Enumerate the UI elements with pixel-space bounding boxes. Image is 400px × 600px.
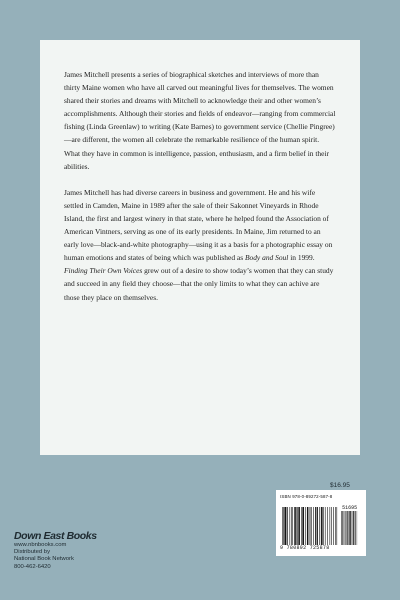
- barcode-bar: [284, 507, 285, 545]
- distributor-label: Distributed by: [14, 549, 51, 556]
- barcode-bar: [321, 507, 322, 545]
- barcode-bar: [287, 507, 288, 545]
- barcode-bar: [311, 507, 312, 545]
- barcode-bar: [316, 507, 317, 545]
- barcode-bar: [327, 507, 328, 545]
- barcode-bar: [303, 507, 304, 545]
- barcode-bar: [322, 507, 323, 545]
- barcode-bar: [303, 507, 304, 545]
- barcode-bar: [297, 507, 298, 545]
- barcode-bar: [292, 507, 293, 545]
- barcode-bar: [323, 507, 324, 545]
- book-title-body-and-soul: Body and Soul: [244, 253, 289, 263]
- book-title-finding-their-own-voices: Finding Their Own Voices: [64, 266, 143, 276]
- barcode-bar: [330, 507, 331, 545]
- barcode-bar: [310, 507, 311, 545]
- barcode-bar: [313, 507, 314, 545]
- price-code-text: 51695: [342, 505, 358, 511]
- barcode-area: [276, 490, 366, 556]
- barcode-bar: [301, 507, 302, 545]
- barcode-bar: [299, 507, 300, 545]
- publisher-block: [14, 530, 97, 571]
- barcode-bar: [290, 507, 291, 545]
- price-label: $16.95: [330, 482, 350, 489]
- barcode-bar: [308, 507, 309, 545]
- barcode-bar: [317, 507, 318, 545]
- barcode-bar: [307, 507, 308, 545]
- barcode-bar: [333, 507, 334, 545]
- author-biography: James Mitchell has had diverse careers in business and government. He and his wife settled in Camden, Maine in 1989 after the sale of their Sakonnet Vineyards in Rhode Island, the first and largest winery in that state, where he helped found the Association of American Vintners, serving as one of its early presidents. In Maine, Jim returned to an early love—black-and-white photography—using it as a basis for a photographic essay on human emotions and states of being which was published as Body and Soul in 1999. Finding Their Own Voices grew out of a desire to show today’s women that they can study and succeed in any field they choose—that the only limits to what they can achive are those they place on themselves.: [64, 187, 334, 302]
- barcode-bar: [285, 507, 286, 545]
- barcode-bar: [317, 507, 318, 545]
- barcode-bar: [283, 507, 284, 545]
- barcode-bar: [295, 507, 296, 545]
- barcode-bar: [315, 507, 316, 545]
- book-description: James Mitchell presents a series of biographical sketches and interviews of more than thirty Maine women who have all carved out meaningful lives for themselves. The women shared their stories and dreams with Mitchell to acknowledge their and other women’s accomplishments. Although their stories and fields of endeavor—ranging from commercial fishing (Linda Greenlaw) to writing (Kate Barnes) to government service (Chellie Pingree) —are different, the women all celebrate the remarkable resilience of the human spirit. What they have in common is intelligence, passion, enthusiasm, and a firm belief in their abilities.: [64, 70, 336, 171]
- barcode-bar: [282, 507, 283, 545]
- barcode-bar: [325, 507, 326, 545]
- barcode-bar: [335, 507, 336, 545]
- distributor-name: National Book Network: [14, 556, 74, 563]
- barcode-bar: [302, 507, 303, 545]
- barcode-bar: [294, 507, 295, 545]
- barcode-bar: [287, 507, 288, 545]
- barcode-icon: [280, 501, 362, 545]
- isbn-number: ISBN 978-0-89272-587-8: [280, 494, 333, 499]
- publisher-logo: Down East Books: [14, 530, 97, 542]
- barcode-digits: 9 780892 725878: [280, 545, 330, 551]
- barcode-bar: [337, 507, 338, 545]
- publisher-phone: 800-462-6420: [14, 563, 51, 570]
- barcode-bar: [299, 507, 300, 545]
- barcode-bar: [291, 507, 292, 545]
- barcode-bar: [285, 507, 286, 545]
- barcode-bar: [319, 507, 320, 545]
- description-panel: [40, 40, 360, 455]
- barcode-bar: [295, 507, 296, 545]
- barcode-bar: [321, 507, 322, 545]
- barcode-bar: [305, 507, 306, 545]
- barcode-bar: [298, 507, 299, 545]
- publisher-website: www.nbnbooks.com: [14, 542, 67, 548]
- barcode-bar: [309, 507, 310, 545]
- barcode-bar: [331, 507, 332, 545]
- barcode-bar: [297, 507, 298, 545]
